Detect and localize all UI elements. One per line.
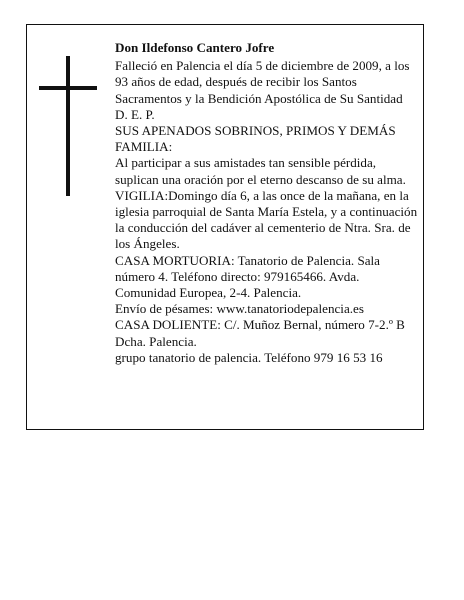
obituary-card: [26, 24, 424, 430]
death-notice: Falleció en Palencia el día 5 de diciembre de 2009, a los 93 años de edad, después de recibir los Santos Sacramentos y la Bendición Apostólica de Su Santidad: [115, 58, 410, 106]
rip-abbreviation: D. E. P.: [115, 106, 155, 122]
cross-vertical-bar: [66, 56, 70, 196]
deceased-name: Don Ildefonso Cantero Jofre: [115, 40, 275, 55]
funeral-home-details: CASA MORTUORIA: Tanatorio de Palencia. Sala número 4. Teléfono directo: 979165466. Avda. Comunidad Europea, 2-4. Palencia.: [115, 252, 380, 301]
cross-horizontal-bar: [39, 86, 97, 90]
mourning-house-address: CASA DOLIENTE: C/. Muñoz Bernal, número 7-2.º B Dcha. Palencia.: [115, 317, 405, 349]
vigil-details: VIGILIA:Domingo día 6, a las once de la mañana, en la iglesia parroquial de Santa María Estela, y a continuación la conducción del cadáver al cementerio de Ntra. Sra. de los Ángeles.: [115, 187, 418, 252]
funeral-group-contact: grupo tanatorio de palencia. Teléfono 979 16 53 16: [115, 349, 383, 365]
obituary-text: [115, 40, 421, 366]
condolences-website: Envío de pésames: www.tanatoriodepalencia.es: [115, 301, 364, 317]
prayer-request: Al participar a sus amistades tan sensible pérdida, suplican una oración por el eterno descanso de su alma.: [115, 155, 406, 187]
family-heading: SUS APENADOS SOBRINOS, PRIMOS Y DEMÁS FAMILIA:: [115, 123, 396, 155]
